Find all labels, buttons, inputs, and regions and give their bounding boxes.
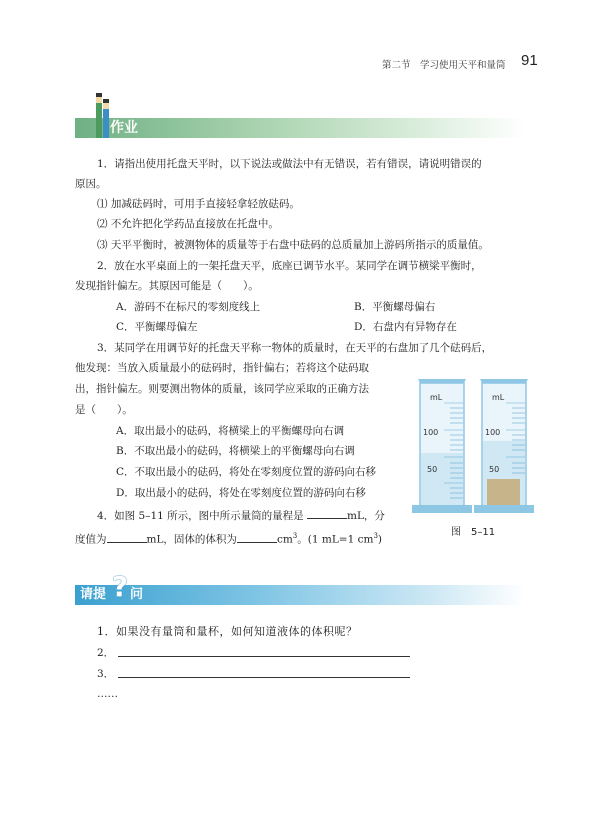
q4-text-2: mL，分 [347, 510, 385, 522]
right-mark-50: 50 [489, 465, 500, 474]
homework-label: 作业 [110, 120, 138, 136]
ask-label-part2: 问 [130, 587, 144, 602]
q3-option-b: B．不取出最小的砝码，将横梁上的平衡螺母向右调 [116, 445, 355, 457]
ask-ellipsis: …… [97, 688, 118, 700]
section-title: 第二节 学习使用天平和量筒 [382, 60, 506, 71]
q4-text-6: 。(1 mL=1 cm [297, 533, 374, 546]
question-mark-icon: ? [112, 570, 129, 603]
q2-line1: 2．放在水平桌面上的一架托盘天平，底座已调节水平。某同学在调节横梁平衡时， [97, 260, 482, 272]
q1-line2: 原因。 [75, 178, 107, 190]
blue-pencil-icon [103, 99, 109, 138]
ask-q2-number: 2． [97, 647, 115, 659]
q3-option-a: A．取出最小的砝码，将横梁上的平衡螺母向右调 [116, 425, 345, 437]
q2-option-c: C．平衡螺母偏左 [116, 321, 198, 333]
q3-line3: 出，指针偏左。则要测出物体的质量，该同学应采取的正确方法 [75, 383, 369, 395]
q4-text-5: cm [276, 533, 293, 546]
q4-line2 [75, 529, 382, 547]
q3-option-c: C．不取出最小的砝码，将处在零刻度位置的游码向右移 [116, 466, 377, 478]
division-answer-blank[interactable] [107, 532, 147, 543]
q4-text-3: 度值为 [75, 533, 107, 546]
left-unit-label: mL [430, 393, 443, 402]
volume-answer-blank[interactable] [237, 532, 277, 543]
q2-option-a: A．游码不在标尺的零刻度线上 [116, 301, 261, 313]
figure-caption: 图 5–11 [451, 527, 496, 538]
q3-option-d: D．取出最小的砝码，将处在零刻度位置的游码向右移 [116, 487, 366, 499]
solid-object [487, 479, 520, 505]
right-unit-label: mL [492, 393, 505, 402]
homework-banner [75, 118, 525, 138]
ask-label-part1: 请提 [80, 587, 107, 602]
q1-item-3: ⑶ 天平平衡时，被测物体的质量等于右盘中砝码的总质量加上游码所指示的质量值。 [97, 239, 489, 251]
ask-q3-number: 3． [97, 668, 115, 680]
q2-line2: 发现指针偏左。其原因可能是（ ）。 [75, 280, 259, 292]
q4-line1 [97, 508, 385, 523]
q4-text-4: mL，固体的体积为 [146, 533, 237, 546]
q3-line4: 是（ ）。 [75, 404, 133, 416]
q1-line1: 1．请指出使用托盘天平时，以下说法或做法中有无错误，若有错误，请说明错误的 [97, 158, 482, 170]
q4-text-1: 4．如图 5–11 所示，图中所示量筒的量程是 [97, 510, 304, 522]
ask-q1: 1．如果没有量筒和量杯，如何知道液体的体积呢？ [97, 625, 358, 638]
q3-line2: 他发现：当放入质量最小的砝码时，指针偏右；若将这个砝码取 [75, 362, 369, 374]
cylinder-water-only [412, 379, 472, 513]
left-mark-100: 100 [423, 428, 439, 437]
ask-q2-line[interactable] [118, 656, 410, 657]
q2-option-d: D．右盘内有异物存在 [354, 321, 457, 333]
left-mark-50: 50 [427, 465, 438, 474]
q1-item-1: ⑴ 加减砝码时，可用手直接轻拿轻放砝码。 [97, 198, 300, 210]
q4-sup-2: 3 [373, 532, 378, 540]
q4-text-7: ) [377, 533, 383, 546]
ask-q3-line[interactable] [118, 677, 410, 678]
q1-item-2: ⑵ 不允许把化学药品直接放在托盘中。 [97, 218, 279, 230]
right-mark-100: 100 [485, 428, 501, 437]
green-pencil-icon [96, 93, 102, 138]
range-answer-blank[interactable] [307, 508, 347, 519]
page-number: 91 [521, 52, 538, 69]
q2-option-b: B．平衡螺母偏右 [354, 301, 436, 313]
figure-5-11 [410, 375, 535, 520]
q4-sup-1: 3 [292, 532, 298, 540]
cylinder-with-solid [474, 379, 534, 513]
q3-line1: 3．某同学在用调节好的托盘天平称一物体的质量时，在天平的右盘加了几个砝码后， [97, 342, 493, 354]
